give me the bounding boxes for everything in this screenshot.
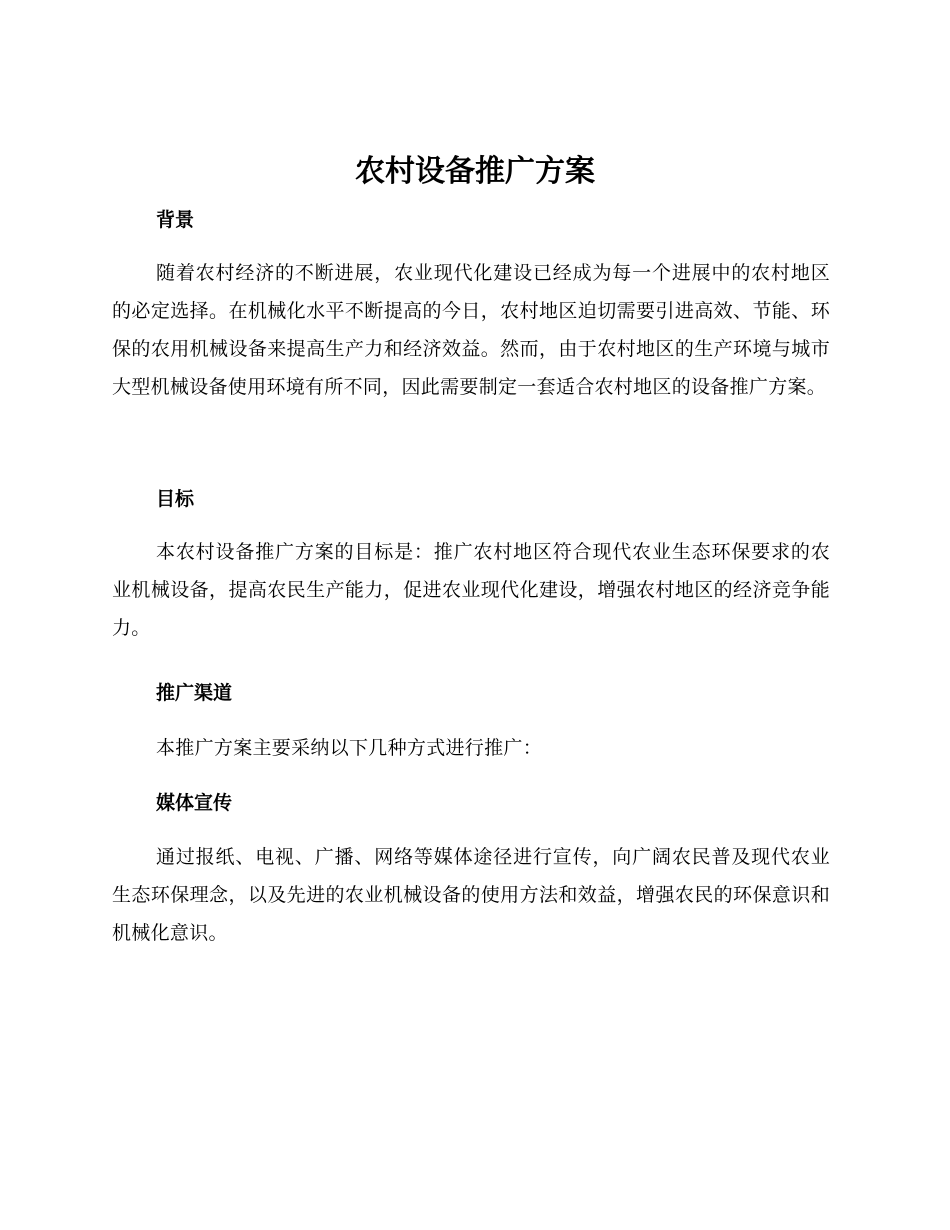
section-heading-goal: 目标: [156, 488, 195, 510]
section-heading-channels: 推广渠道: [156, 682, 233, 704]
section-heading-background: 背景: [156, 209, 195, 231]
document-title: 农村设备推广方案: [355, 154, 595, 189]
section-paragraph-background: 随着农村经济的不断进展，农业现代化建设已经成为每一个进展中的农村地区的必定选择。在机械化水平不断提高的今日，农村地区迫切需要引进高效、节能、环保的农用机械设备来提高生产力和经济效益。然而，由于农村地区的生产环境与城市大型机械设备使用环境有所不同，因此需要制定一套适合农村地区的设备推广方案。: [112, 262, 830, 398]
section-paragraph-channels: 本推广方案主要采纳以下几种方式进行推广：: [156, 737, 543, 759]
section-paragraph-media: 通过报纸、电视、广播、网络等媒体途径进行宣传，向广阔农民普及现代农业生态环保理念，以及先进的农业机械设备的使用方法和效益，增强农民的环保意识和机械化意识。: [112, 846, 830, 944]
section-heading-media: 媒体宣传: [156, 792, 233, 814]
section-paragraph-goal: 本农村设备推广方案的目标是：推广农村地区符合现代农业生态环保要求的农业机械设备，提高农民生产能力，促进农业现代化建设，增强农村地区的经济竞争能力。: [112, 541, 830, 639]
